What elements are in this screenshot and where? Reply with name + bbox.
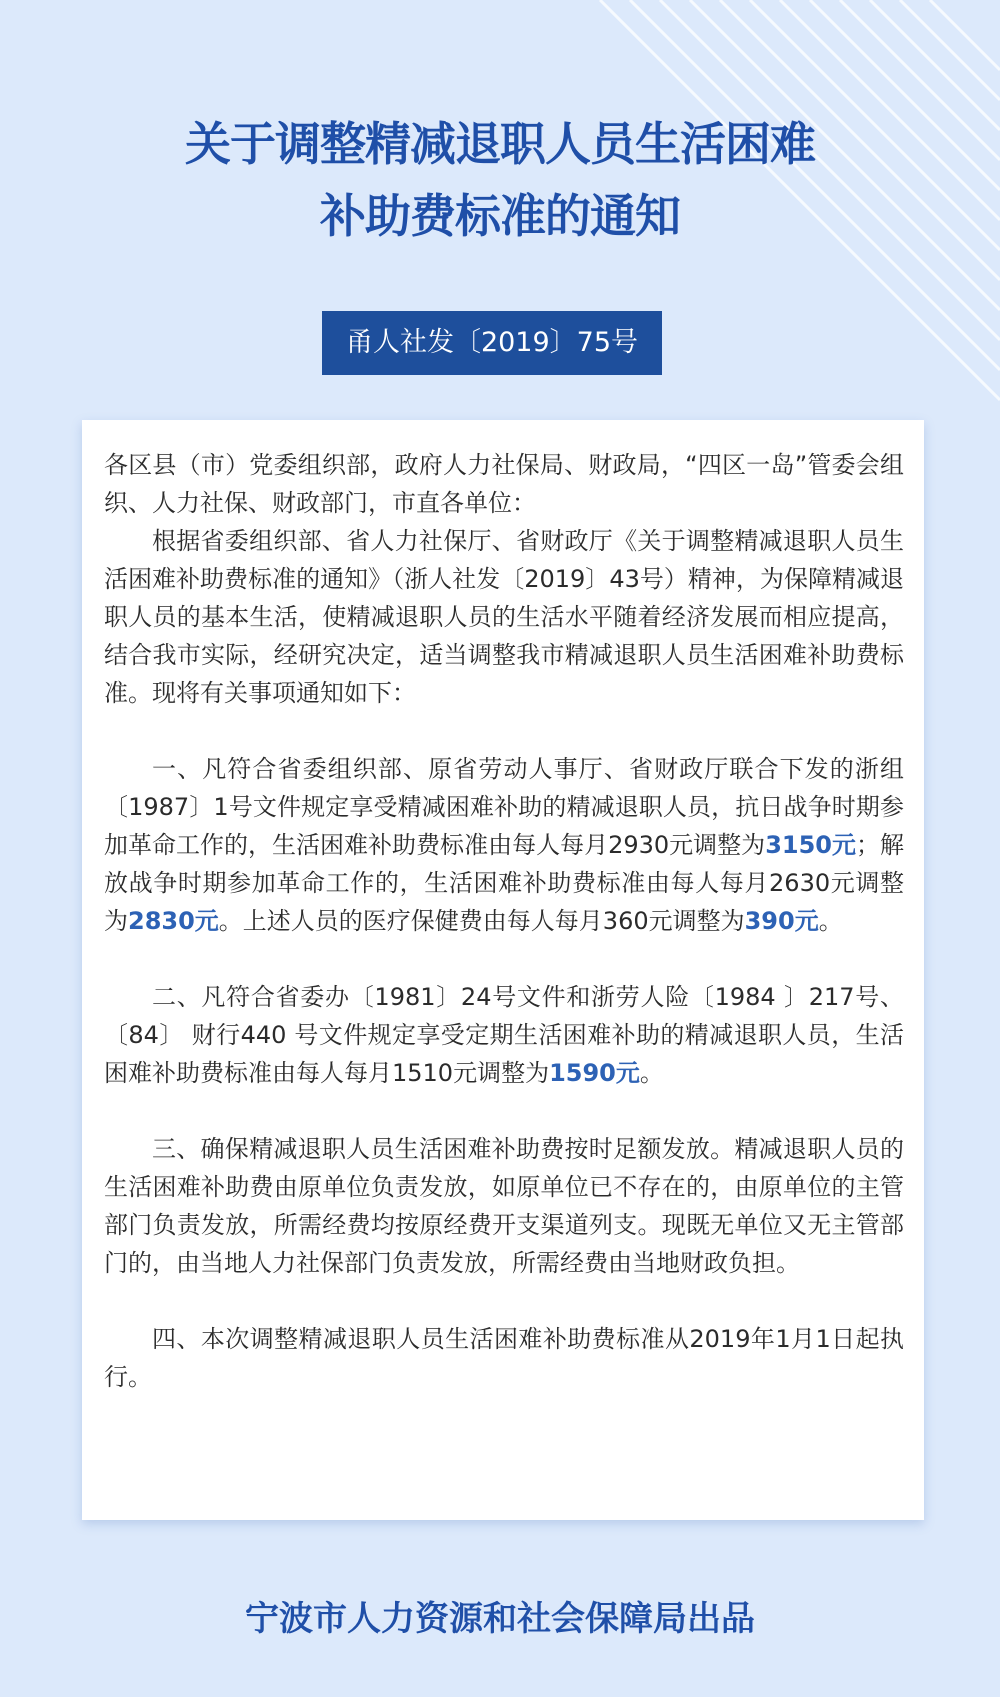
item-1-value-1: 3150元: [765, 831, 857, 859]
item-1-text-d: 。: [818, 907, 843, 935]
notice-title: [0, 108, 1000, 252]
item-1-paragraph: [104, 750, 904, 940]
notice-body-card: [82, 420, 924, 1520]
item-4-paragraph: 四、本次调整精减退职人员生活困难补助费标准从2019年1月1日起执行。: [104, 1325, 904, 1391]
item-1-value-3: 390元: [744, 907, 819, 935]
item-2-text-a: 二、凡符合省委办〔1981〕24号文件和浙劳人险〔1984 〕217号、〔84〕 财行440 号文件规定享受定期生活困难补助的精减退职人员，生活困难补助费标准由每人每月1510元调整为: [104, 983, 904, 1087]
salutation: 各区县（市）党委组织部，政府人力社保局、财政局，“四区一岛”管委会组织、人力社保、财政部门，市直各单位：: [104, 451, 904, 517]
title-line-2: 补助费标准的通知: [320, 189, 680, 243]
item-1-text-b: ；解放战争时期参加革命工作的，生活困难补助费标准由每人每月2630元调整为: [104, 831, 905, 935]
item-2-paragraph: [104, 978, 904, 1092]
document-number-badge: 甬人社发〔2019〕75号: [322, 311, 662, 375]
title-line-1: 关于调整精减退职人员生活困难: [185, 117, 815, 171]
item-2-text-b: 。: [639, 1059, 664, 1087]
intro-paragraph: 根据省委组织部、省人力社保厅、省财政厅《关于调整精减退职人员生活困难补助费标准的通知》（浙人社发〔2019〕43号）精神，为保障精减退职人员的基本生活，使精减退职人员的生活水平随着经济发展而相应提高，结合我市实际，经研究决定，适当调整我市精减退职人员生活困难补助费标准。现将有关事项通知如下：: [104, 527, 904, 707]
item-3-paragraph: 三、确保精减退职人员生活困难补助费按时足额发放。精减退职人员的生活困难补助费由原单位负责发放，如原单位已不存在的，由原单位的主管部门负责发放，所需经费均按原经费开支渠道列支。现既无单位又无主管部门的，由当地人力社保部门负责发放，所需经费由当地财政负担。: [104, 1135, 904, 1277]
item-1-text-a: 一、凡符合省委组织部、原省劳动人事厅、省财政厅联合下发的浙组〔1987〕1号文件规定享受精减困难补助的精减退职人员，抗日战争时期参加革命工作的，生活困难补助费标准由每人每月2930元调整为: [104, 755, 904, 859]
item-2-value-1: 1590元: [549, 1059, 640, 1087]
item-1-value-2: 2830元: [128, 907, 219, 935]
item-1-text-c: 。上述人员的医疗保健费由每人每月360元调整为: [218, 907, 745, 935]
notice-content: [104, 446, 904, 1396]
publisher-footer: 宁波市人力资源和社会保障局出品: [245, 1599, 755, 1639]
